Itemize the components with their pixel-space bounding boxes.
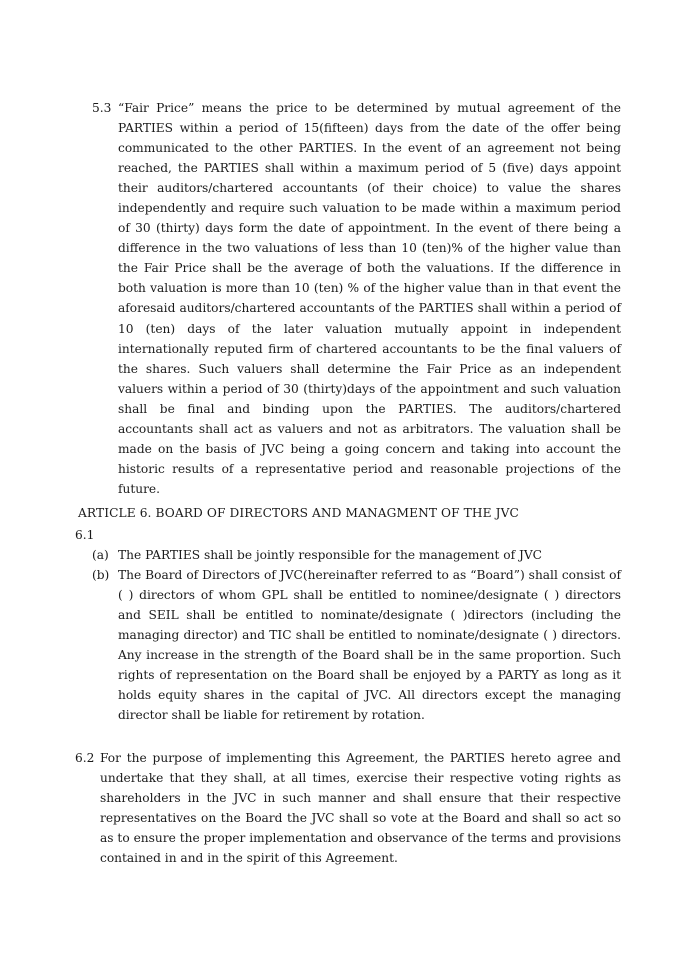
section-number: 6.1 (75, 528, 95, 542)
list-item-label: (b) (92, 568, 110, 582)
section-6-2-text: For the purpose of implementing this Agreement, the PARTIES hereto agree and undertake that they shall, at all times, exercise their respective voting rights as shareholders in the JVC in such manner and shall ensure that their respective representatives on the Board the JVC shall so vote at the Board and shall so act so as to ensure the proper implementation and observance of the terms and provisions contained in and in the spirit of this Agreement. (100, 751, 621, 866)
list-item-text: The PARTIES shall be jointly responsible for the management of JVC (118, 548, 542, 562)
article-heading: ARTICLE 6. BOARD OF DIRECTORS AND MANAGMENT OF THE JVC (78, 506, 519, 520)
list-item-text: The Board of Directors of JVC(hereinafter referred to as “Board”) shall consist of ( ) directors of whom GPL shall be entitled to nominee/designate ( ) directors and SEIL shall be entitled to nominate/designate ( )directors (including the managing director) and TIC shall be entitled to nominate/designate ( ) directors. Any increase in the strength of the Board shall be in the same proportion. Such rights of representation on the Board shall be enjoyed by a PARTY as long as it holds equity shares in the capital of JVC. All directors except the managing director shall be liable for retirement by rotation. (118, 568, 621, 723)
list-item-label: (a) (92, 548, 109, 562)
section-number: 6.2 (75, 751, 95, 765)
section-number: 5.3 (92, 101, 112, 115)
section-5-3-text: “Fair Price” means the price to be determined by mutual agreement of the PARTIES within a period of 15(fifteen) days from the date of the offer being communicated to the other PARTIES. In the event of an agreement not being reached, the PARTIES shall within a maximum period of 5 (five) days appoint their auditors/chartered accountants (of their choice) to value the shares independently and require such valuation to be made within a maximum period of 30 (thirty) days form the date of appointment. In the event of there being a difference in the two valuations of less than 10 (ten)% of the higher value than the Fair Price shall be the average of both the valuations. If the difference in both valuation is more than 10 (ten) % of the higher value than in that event the aforesaid auditors/chartered accountants of the PARTIES shall within a period of 10 (ten) days of the later valuation mutually appoint in independent internationally reputed firm of chartered accountants to be the final valuers of the shares. Such valuers shall determine the Fair Price as an independent valuers within a period of 30 (thirty)days of the appointment and such valuation shall be final and binding upon the PARTIES. The auditors/chartered accountants shall act as valuers and not as arbitrators. The valuation shall be made on the basis of JVC being a going concern and taking into account the historic results of a representative period and reasonable projections of the future. (118, 101, 621, 496)
